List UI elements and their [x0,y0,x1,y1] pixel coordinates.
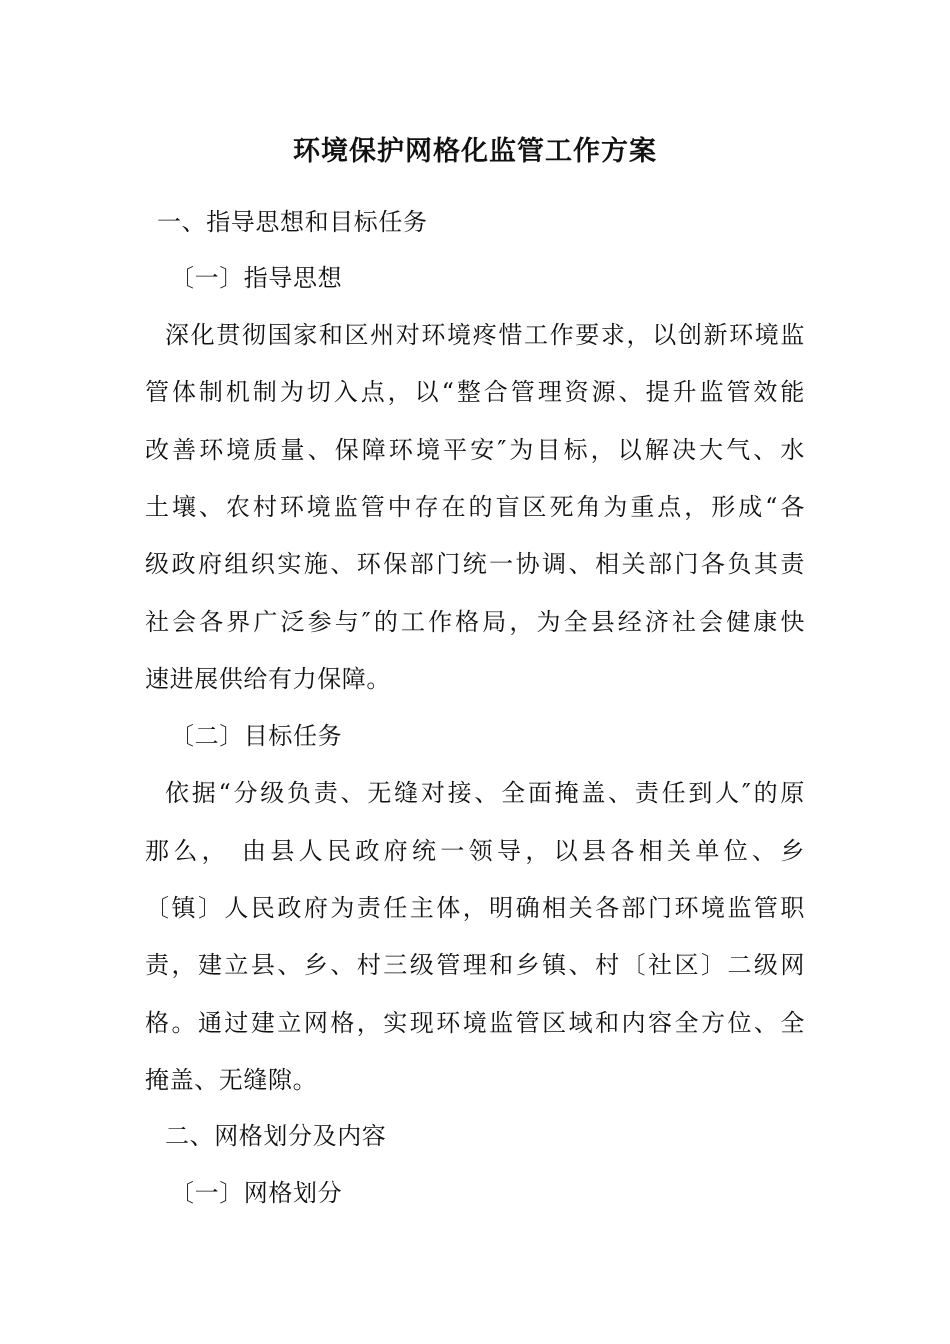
paragraph-line: 〔镇〕人民政府为责任主体，明确相关各部门环境监管职 [145,894,805,922]
paragraph-line: 改善环境质量、保障环境平安″为目标，以解决大气、水 [145,436,805,464]
subsection-heading-target-tasks: 〔二〕目标任务 [170,722,343,750]
paragraph-line: 土壤、农村环境监管中存在的盲区死角为重点，形成“各 [145,493,805,521]
paragraph-line: 社会各界广泛参与″的工作格局，为全县经济社会健康快 [145,608,805,636]
paragraph-line: 责，建立县、乡、村三级管理和乡镇、村〔社区〕二级网 [145,951,805,979]
paragraph-line: 那么， 由县人民政府统一领导，以县各相关单位、乡 [145,837,805,865]
paragraph-line: 管体制机制为切入点，以“整合管理资源、提升监管效能 [145,378,805,406]
section-heading-grid-division: 二、网格划分及内容 [165,1122,387,1150]
subsection-heading-grid-division: 〔一〕网格划分 [170,1179,343,1207]
paragraph-line: 速进展供给有力保障。 [145,665,391,693]
paragraph-line: 依据“分级负责、无缝对接、全面掩盖、责任到人″的原 [165,779,805,807]
subsection-heading-guiding-ideology: 〔一〕指导思想 [170,264,343,292]
section-heading-guiding-ideology-and-targets: 一、指导思想和目标任务 [157,208,428,236]
document-title: 环境保护网格化监管工作方案 [293,136,657,167]
paragraph-line: 级政府组织实施、环保部门统一协调、相关部门各负其责 [145,550,805,578]
paragraph-line: 格。通过建立网格，实现环境监管区域和内容全方位、全 [145,1009,805,1037]
paragraph-line: 掩盖、无缝隙。 [145,1066,318,1094]
paragraph-line: 深化贯彻国家和区州对环境疼惜工作要求，以创新环境监 [165,321,805,349]
